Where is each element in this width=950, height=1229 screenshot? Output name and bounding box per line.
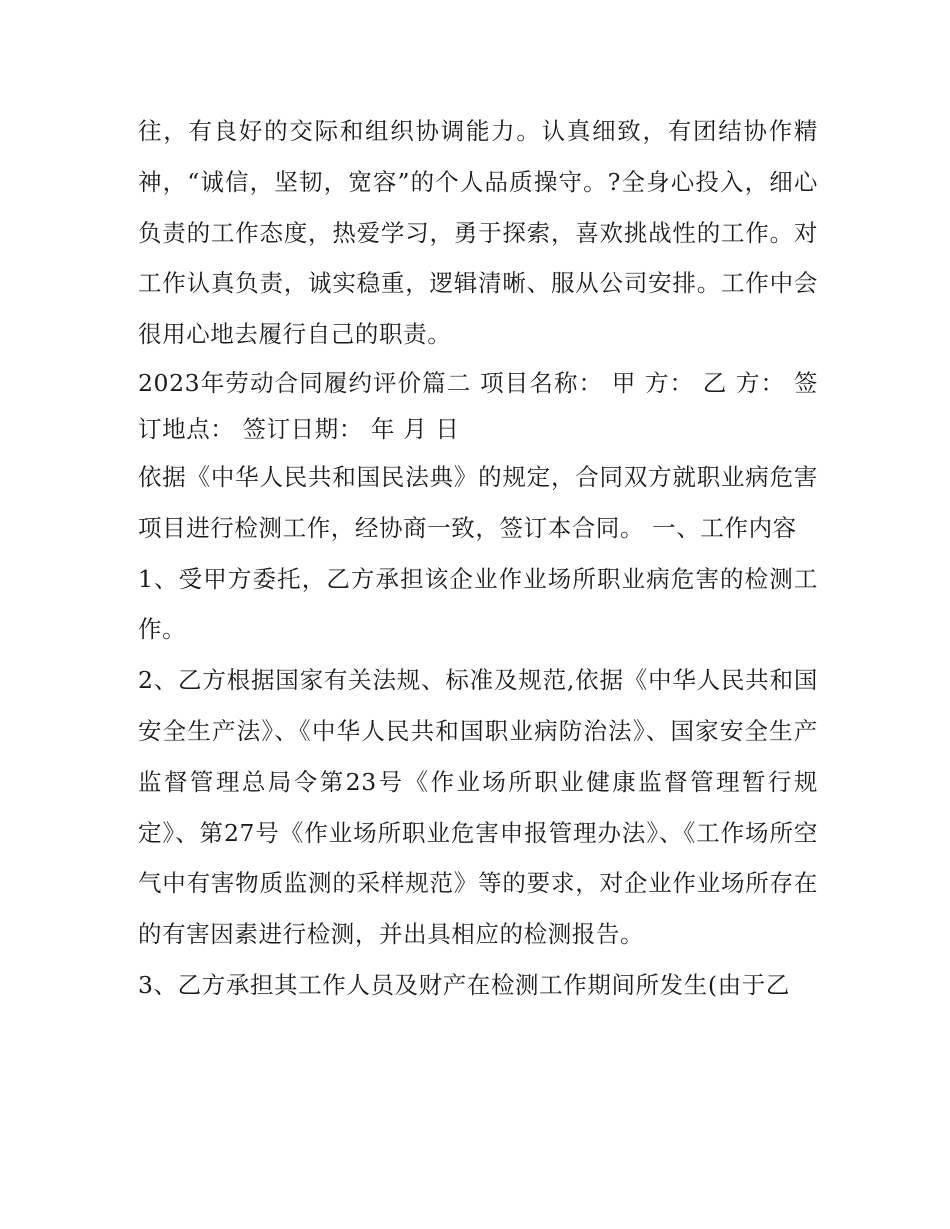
document-body (138, 106, 818, 1011)
paragraph-contract-header: 2023年劳动合同履约评价篇二 项目名称： 甲 方： 乙 方： 签订地点： 签订日期： 年 月 日 (138, 368, 818, 443)
paragraph-item-1: 1、受甲方委托，乙方承担该企业作业场所职业病危害的检测工作。 (138, 564, 818, 644)
paragraph-item-2: 2、乙方根据国家有关法规、标准及规范,依据《中华人民共和国安全生产法》、《中华人民共和国职业病防治法》、国家安全生产监督管理总局令第23号《作业场所职业健康监督管理暂行规定》、第27号《作业场所职业危害申报管理办法》、《工作场所空气中有害物质监测的采样规范》等的要求，对企业作业场所存在的有害因素进行检测，并出具相应的检测报告。 (138, 666, 818, 949)
paragraph-item-3: 3、乙方承担其工作人员及财产在检测工作期间所发生(由于乙 (138, 970, 790, 999)
paragraph-personal-qualities: 往，有良好的交际和组织协调能力。认真细致，有团结协作精神，“诚信，坚韧，宽容”的个人品质操守。?全身心投入，细心负责的工作态度，热爱学习，勇于探索，喜欢挑战性的工作。对工作认真负责，诚实稳重，逻辑清晰、服从公司安排。工作中会很用心地去履行自己的职责。 (138, 117, 818, 349)
paragraph-legal-basis: 依据《中华人民共和国民法典》的规定，合同双方就职业病危害项目进行检测工作，经协商一致，签订本合同。 一、工作内容 (138, 462, 818, 542)
